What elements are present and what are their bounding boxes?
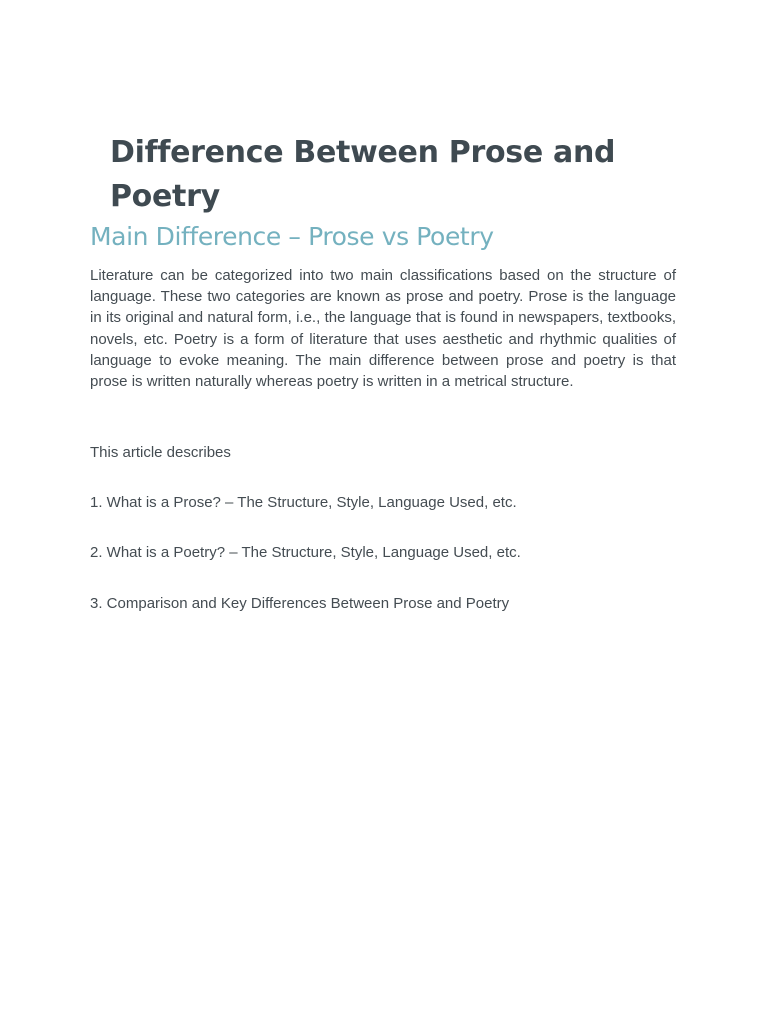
list-item: 2. What is a Poetry? – The Structure, Style, Language Used, etc. [90, 544, 521, 561]
list-item: 1. What is a Prose? – The Structure, Style, Language Used, etc. [90, 494, 517, 511]
article-intro-text: This article describes [90, 444, 231, 461]
intro-paragraph: Literature can be categorized into two main classifications based on the structure of language. These two categories are known as prose and poetry. Prose is the language in its original and natural form, i.e., the language that is found in newspapers, textbooks, novels, etc. Poetry is a form of literature that uses aesthetic and rhythmic qualities of language to evoke meaning. The main difference between prose and poetry is that prose is written naturally whereas poetry is written in a metrical structure. [90, 267, 676, 391]
list-item: 3. Comparison and Key Differences Between Prose and Poetry [90, 595, 510, 612]
section-heading: Main Difference – Prose vs Poetry [90, 222, 494, 251]
document-title: Difference Between Prose and Poetry [110, 135, 616, 214]
